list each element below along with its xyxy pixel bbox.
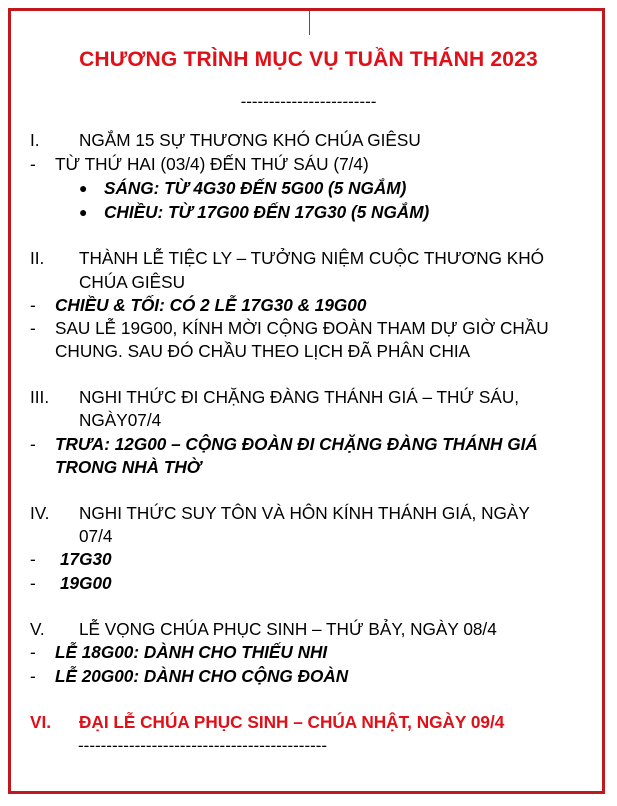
section-4-number: IV. bbox=[30, 503, 50, 523]
section-1-bullet-1: SÁNG: TỪ 4G30 ĐẾN 5G00 (5 NGẮM) bbox=[104, 178, 407, 198]
section-2-heading-line-1: THÀNH LỄ TIỆC LY – TƯỞNG NIỆM CUỘC THƯƠNG KHÓ bbox=[79, 248, 545, 268]
document-title: CHƯƠNG TRÌNH MỤC VỤ TUẦN THÁNH 2023 bbox=[79, 48, 538, 71]
section-3-dash-1-line-1: TRƯA: 12G00 – CỘNG ĐOÀN ĐI CHẶNG ĐÀNG THÁNH GIÁ bbox=[55, 434, 538, 454]
section-1-number: I. bbox=[30, 130, 40, 150]
section-2-dash-1: CHIỀU & TỐI: CÓ 2 LỄ 17G30 & 19G00 bbox=[55, 295, 367, 315]
section-5-heading: LỄ VỌNG CHÚA PHỤC SINH – THỨ BẢY, NGÀY 08/4 bbox=[79, 619, 497, 639]
section-2-heading-line-2: CHÚA GIÊSU bbox=[79, 272, 186, 292]
section-4-heading-line-2: 07/4 bbox=[79, 526, 113, 546]
section-5-number: V. bbox=[30, 619, 45, 639]
section-3-heading-line-1: NGHI THỨC ĐI CHẶNG ĐÀNG THÁNH GIÁ – THỨ SÁU, bbox=[79, 387, 520, 407]
section-4-dash-2: 19G00 bbox=[60, 573, 112, 593]
section-3-dash-1-marker: - bbox=[30, 434, 36, 454]
section-3-heading-line-2: NGÀY07/4 bbox=[79, 410, 162, 430]
section-1-bullet-2: CHIỀU: TỪ 17G00 ĐẾN 17G30 (5 NGẮM) bbox=[104, 202, 430, 222]
section-1-heading: NGẮM 15 SỰ THƯƠNG KHÓ CHÚA GIÊSU bbox=[79, 130, 421, 150]
section-1-bullet-1-marker: ● bbox=[79, 180, 88, 196]
section-2-dash-1-marker: - bbox=[30, 295, 36, 315]
section-2-dash-2-line-2: CHUNG. SAU ĐÓ CHẦU THEO LỊCH ĐÃ PHÂN CHIA bbox=[55, 341, 471, 361]
section-4-dash-1-marker: - bbox=[30, 549, 36, 569]
title-separator: ------------------------ bbox=[240, 92, 377, 111]
section-2-dash-2-line-1: SAU LỄ 19G00, KÍNH MỜI CỘNG ĐOÀN THAM DỰ GIỜ CHẦU bbox=[55, 318, 549, 338]
section-5-dash-2-marker: - bbox=[30, 666, 36, 686]
section-4-dash-2-marker: - bbox=[30, 573, 36, 593]
section-3-dash-1-line-2: TRONG NHÀ THỜ bbox=[55, 457, 202, 477]
section-1-dash-1-marker: - bbox=[30, 154, 36, 174]
section-6-heading: ĐẠI LỄ CHÚA PHỤC SINH – CHÚA NHẬT, NGÀY 09/4 bbox=[79, 712, 505, 732]
section-5-dash-2: LỄ 20G00: DÀNH CHO CỘNG ĐOÀN bbox=[55, 666, 349, 686]
bottom-separator: -------------------------------------------- bbox=[78, 736, 328, 755]
section-2-dash-2-marker: - bbox=[30, 318, 36, 338]
section-2-number: II. bbox=[30, 248, 45, 268]
section-1-bullet-2-marker: ● bbox=[79, 204, 88, 220]
text-cursor bbox=[309, 11, 310, 35]
section-4-heading-line-1: NGHI THỨC SUY TÔN VÀ HÔN KÍNH THÁNH GIÁ, NGÀY bbox=[79, 503, 530, 523]
section-3-number: III. bbox=[30, 387, 50, 407]
section-6-number: VI. bbox=[30, 712, 52, 732]
section-4-dash-1: 17G30 bbox=[60, 549, 112, 569]
section-1-dash-1: TỪ THỨ HAI (03/4) ĐẾN THỨ SÁU (7/4) bbox=[55, 154, 369, 174]
section-5-dash-1: LỄ 18G00: DÀNH CHO THIẾU NHI bbox=[55, 642, 328, 662]
section-5-dash-1-marker: - bbox=[30, 642, 36, 662]
